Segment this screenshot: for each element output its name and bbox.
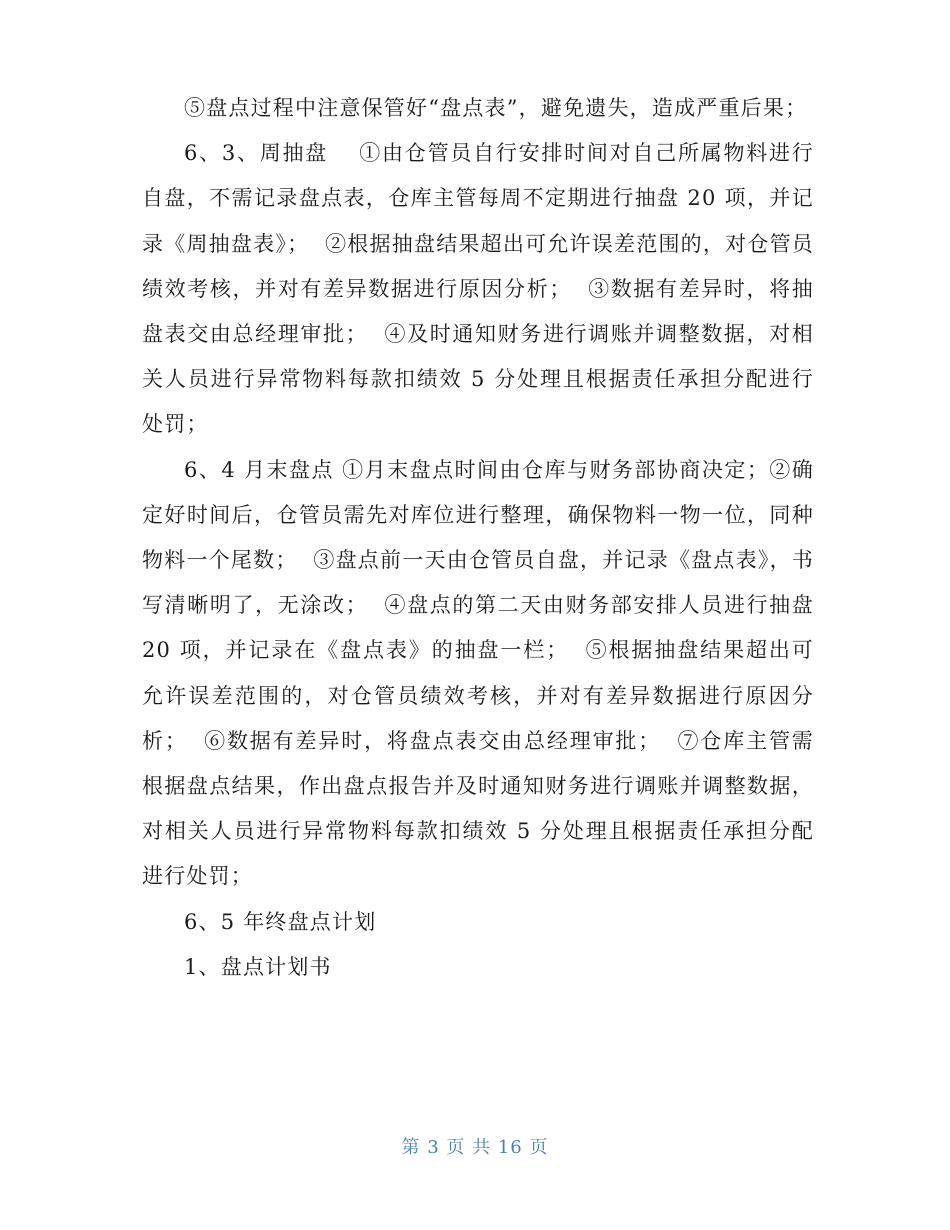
page-number-label: 第 3 页 共 16 页 [401,1137,549,1158]
paragraph-month-end-count: 6、4 月末盘点 ①月末盘点时间由仓库与财务部协商决定；②确定好时间后，仓管员需先对库位进行整理，确保物料一物一位，同种物料一个尾数； ③盘点前一天由仓管员自盘，并记录《盘点表》，书写清晰明了，无涂改； ④盘点的第二天由财务部安排人员进行抽盘 20 项，并记录在《盘点表》的抽盘一栏； ⑤根据抽盘结果超出可允许误差范围的，对仓管员绩效考核，并对有差异数据进行原因分析； ⑥数据有差异时，将盘点表交由总经理审批； ⑦仓库主管需根据盘点结果，作出盘点报告并及时通知财务进行调账并调整数据，对相关人员进行异常物料每款扣绩效 5 分处理且根据责任承担分配进行处罚； [142,457,822,889]
page-footer [0,1133,950,1159]
paragraph-count-plan-title: 1、盘点计划书 [184,954,332,979]
paragraph-year-end-plan-heading: 6、5 年终盘点计划 [184,909,377,934]
paragraph-inventory-note: ⑤盘点过程中注意保管好“盘点表”，避免遗失，造成严重后果； [184,96,808,120]
document-body [142,86,822,990]
paragraph-weekly-spot-check: 6、3、周抽盘 ①由仓管员自行安排时间对自己所属物料进行自盘，不需记录盘点表，仓库主管每周不定期进行抽盘 20 项，并记录《周抽盘表》； ②根据抽盘结果超出可允许误差范围的，对仓管员绩效考核，并对有差异数据进行原因分析； ③数据有差异时，将抽盘表交由总经理审批； ④及时通知财务进行调账并调整数据，对相关人员进行异常物料每款扣绩效 5 分处理且根据责任承担分配进行处罚； [142,141,814,437]
